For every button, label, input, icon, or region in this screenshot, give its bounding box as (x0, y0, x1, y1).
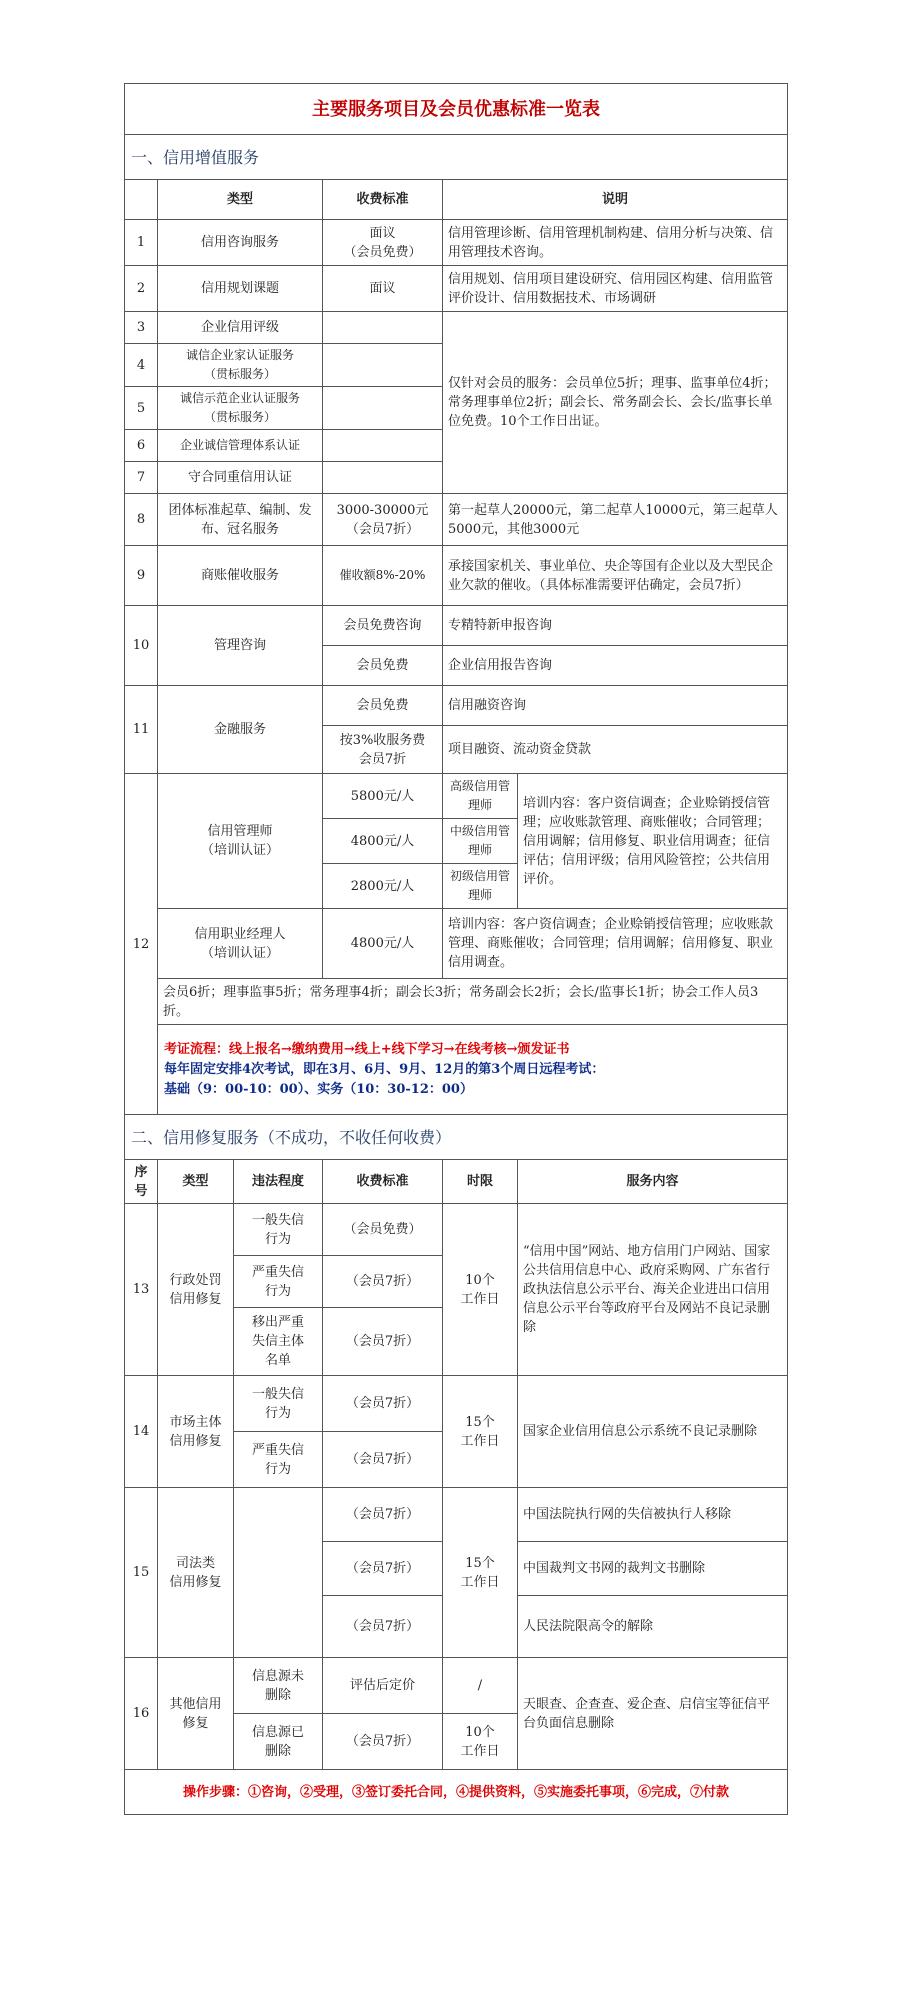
row-fee: 4800元/人 (323, 909, 443, 979)
row-fee: （会员7折） (323, 1488, 443, 1542)
header-desc: 说明 (443, 180, 788, 220)
table-row (125, 1376, 788, 1432)
row-no: 8 (125, 494, 158, 546)
header-time: 时限 (443, 1160, 518, 1204)
row-desc: 项目融资、流动资金贷款 (443, 726, 788, 774)
row-type: 市场主体 信用修复 (158, 1376, 234, 1488)
row-type: 守合同重信用认证 (158, 462, 323, 494)
operation-steps: 操作步骤：①咨询，②受理，③签订委托合同，④提供资料，⑤实施委托事项，⑥完成，⑦付款 (125, 1770, 788, 1815)
row-content: 中国裁判文书网的裁判文书删除 (518, 1542, 788, 1596)
row-level: 严重失信 行为 (234, 1256, 323, 1308)
row-content: 中国法院执行网的失信被执行人移除 (518, 1488, 788, 1542)
level-fee: 5800元/人 (323, 774, 443, 819)
row-fee: （会员7折） (323, 1308, 443, 1376)
row-time: 10个 工作日 (443, 1204, 518, 1376)
level-fee: 4800元/人 (323, 819, 443, 864)
row-type: 企业信用评级 (158, 312, 323, 344)
level-name: 中级信用管理师 (443, 819, 518, 864)
page-title: 主要服务项目及会员优惠标准一览表 (125, 84, 788, 135)
header-type: 类型 (158, 180, 323, 220)
header-content: 服务内容 (518, 1160, 788, 1204)
row-level: 严重失信 行为 (234, 1432, 323, 1488)
row-type: 诚信示范企业认证服务 （贯标服务） (158, 387, 323, 430)
row-type: 信用咨询服务 (158, 220, 323, 266)
row-no: 2 (125, 266, 158, 312)
row-desc: 信用管理诊断、信用管理机制构建、信用分析与决策、信用管理技术咨询。 (443, 220, 788, 266)
training-discount: 会员6折；理事监事5折；常务理事4折；副会长3折；常务副会长2折；会长/监事长1折；协会工作人员3折。 (158, 979, 788, 1025)
header-fee: 收费标准 (323, 1160, 443, 1204)
row-desc: 专精特新申报咨询 (443, 606, 788, 646)
row-level: 信息源已 删除 (234, 1714, 323, 1770)
row-type: 行政处罚 信用修复 (158, 1204, 234, 1376)
table-row (125, 220, 788, 266)
header-fee: 收费标准 (323, 180, 443, 220)
row-content: 国家企业信用信息公示系统不良记录删除 (518, 1376, 788, 1488)
row-type: 信用管理师 （培训认证） (158, 774, 323, 909)
row-fee: （会员7折） (323, 1256, 443, 1308)
row-fee: 面议 (323, 266, 443, 312)
row-content: “信用中国”网站、地方信用门户网站、国家公共信用信息中心、政府采购网、广东省行政执法信息公示平台、海关企业进出口信用信息公示平台等政府平台及网站不良记录删除 (518, 1204, 788, 1376)
row-fee: 会员免费咨询 (323, 606, 443, 646)
row-fee (323, 312, 443, 344)
row-type: 企业诚信管理体系认证 (158, 430, 323, 462)
row-no: 13 (125, 1204, 158, 1376)
row-no: 14 (125, 1376, 158, 1488)
row-fee: 催收额8%-20% (323, 546, 443, 606)
table-row (125, 686, 788, 726)
row-no: 12 (125, 774, 158, 1115)
header-level: 违法程度 (234, 1160, 323, 1204)
row-type: 司法类 信用修复 (158, 1488, 234, 1658)
row-time: / (443, 1658, 518, 1714)
exam-notice (158, 1025, 788, 1115)
row-fee: 3000-30000元 （会员7折） (323, 494, 443, 546)
row-type: 诚信企业家认证服务 （贯标服务） (158, 344, 323, 387)
row-type: 信用职业经理人 （培训认证） (158, 909, 323, 979)
table-row (125, 1204, 788, 1256)
row-fee: （会员7折） (323, 1376, 443, 1432)
row-desc: 企业信用报告咨询 (443, 646, 788, 686)
table-row (125, 1488, 788, 1542)
level-name: 高级信用管理师 (443, 774, 518, 819)
member-service-desc: 仅针对会员的服务：会员单位5折；理事、监事单位4折；常务理事单位2折；副会长、常务副会长、会长/监事长单位免费。10个工作日出证。 (443, 312, 788, 494)
row-no: 15 (125, 1488, 158, 1658)
row-fee (323, 462, 443, 494)
header-no (125, 180, 158, 220)
row-level (234, 1488, 323, 1658)
row-fee: 会员免费 (323, 686, 443, 726)
table-row (125, 266, 788, 312)
section2-title: 二、信用修复服务（不成功，不收任何收费） (125, 1115, 788, 1160)
row-time: 15个 工作日 (443, 1376, 518, 1488)
row-no: 7 (125, 462, 158, 494)
table-row (125, 1658, 788, 1714)
row-no: 10 (125, 606, 158, 686)
row-level: 信息源未 删除 (234, 1658, 323, 1714)
level-name: 初级信用管理师 (443, 864, 518, 909)
row-fee (323, 430, 443, 462)
row-desc: 信用融资咨询 (443, 686, 788, 726)
row-no: 9 (125, 546, 158, 606)
row-content: 人民法院限高令的解除 (518, 1596, 788, 1658)
row-fee: （会员7折） (323, 1596, 443, 1658)
table-row (125, 774, 788, 819)
row-level: 移出严重 失信主体 名单 (234, 1308, 323, 1376)
section1-title: 一、信用增值服务 (125, 135, 788, 180)
table-row (125, 312, 788, 344)
row-no: 5 (125, 387, 158, 430)
row-no: 4 (125, 344, 158, 387)
row-no: 3 (125, 312, 158, 344)
training-content: 培训内容：客户资信调查；企业赊销授信管理；应收账款管理、商账催收；合同管理；信用调解；信用修复、职业信用调查。 (443, 909, 788, 979)
header-no: 序号 (125, 1160, 158, 1204)
row-level: 一般失信 行为 (234, 1204, 323, 1256)
exam-times: 基础（9：00-10：00）、实务（10：30-12：00） (164, 1081, 473, 1097)
header-type: 类型 (158, 1160, 234, 1204)
exam-flow: 考证流程：线上报名→缴纳费用→线上+线下学习→在线考核→颁发证书 (164, 1041, 570, 1057)
main-table (124, 83, 788, 1815)
row-no: 6 (125, 430, 158, 462)
training-content: 培训内容：客户资信调查；企业赊销授信管理；应收账款管理、商账催收；合同管理；信用调解；信用修复、职业信用调查；征信评估；信用评级；信用风险管控；公共信用评价。 (518, 774, 788, 909)
row-level: 一般失信 行为 (234, 1376, 323, 1432)
row-fee (323, 387, 443, 430)
row-desc: 承接国家机关、事业单位、央企等国有企业以及大型民企业欠款的催收。（具体标准需要评估确定，会员7折） (443, 546, 788, 606)
table-row (125, 979, 788, 1025)
row-type: 其他信用 修复 (158, 1658, 234, 1770)
row-fee (323, 344, 443, 387)
row-fee: （会员7折） (323, 1542, 443, 1596)
row-time: 10个 工作日 (443, 1714, 518, 1770)
table-row (125, 494, 788, 546)
row-no: 1 (125, 220, 158, 266)
row-fee: （会员7折） (323, 1714, 443, 1770)
row-fee: 会员免费 (323, 646, 443, 686)
row-type: 商账催收服务 (158, 546, 323, 606)
row-fee: （会员7折） (323, 1432, 443, 1488)
row-type: 团体标准起草、编制、发布、冠名服务 (158, 494, 323, 546)
row-type: 信用规划课题 (158, 266, 323, 312)
row-fee: 按3%收服务费 会员7折 (323, 726, 443, 774)
row-fee: 面议 （会员免费） (323, 220, 443, 266)
row-type: 金融服务 (158, 686, 323, 774)
row-no: 16 (125, 1658, 158, 1770)
row-no: 11 (125, 686, 158, 774)
service-table-container (124, 83, 787, 1815)
table-row (125, 1025, 788, 1115)
level-fee: 2800元/人 (323, 864, 443, 909)
table-row (125, 909, 788, 979)
row-fee: 评估后定价 (323, 1658, 443, 1714)
row-fee: （会员免费） (323, 1204, 443, 1256)
row-content: 天眼查、企查查、爱企查、启信宝等征信平台负面信息删除 (518, 1658, 788, 1770)
table-row (125, 606, 788, 646)
table-row (125, 546, 788, 606)
row-type: 管理咨询 (158, 606, 323, 686)
row-desc: 信用规划、信用项目建设研究、信用园区构建、信用监管评价设计、信用数据技术、市场调研 (443, 266, 788, 312)
row-desc: 第一起草人20000元，第二起草人10000元，第三起草人5000元，其他3000元 (443, 494, 788, 546)
row-time: 15个 工作日 (443, 1488, 518, 1658)
exam-schedule: 每年固定安排4次考试，即在3月、6月、9月、12月的第3个周日远程考试： (164, 1061, 605, 1077)
